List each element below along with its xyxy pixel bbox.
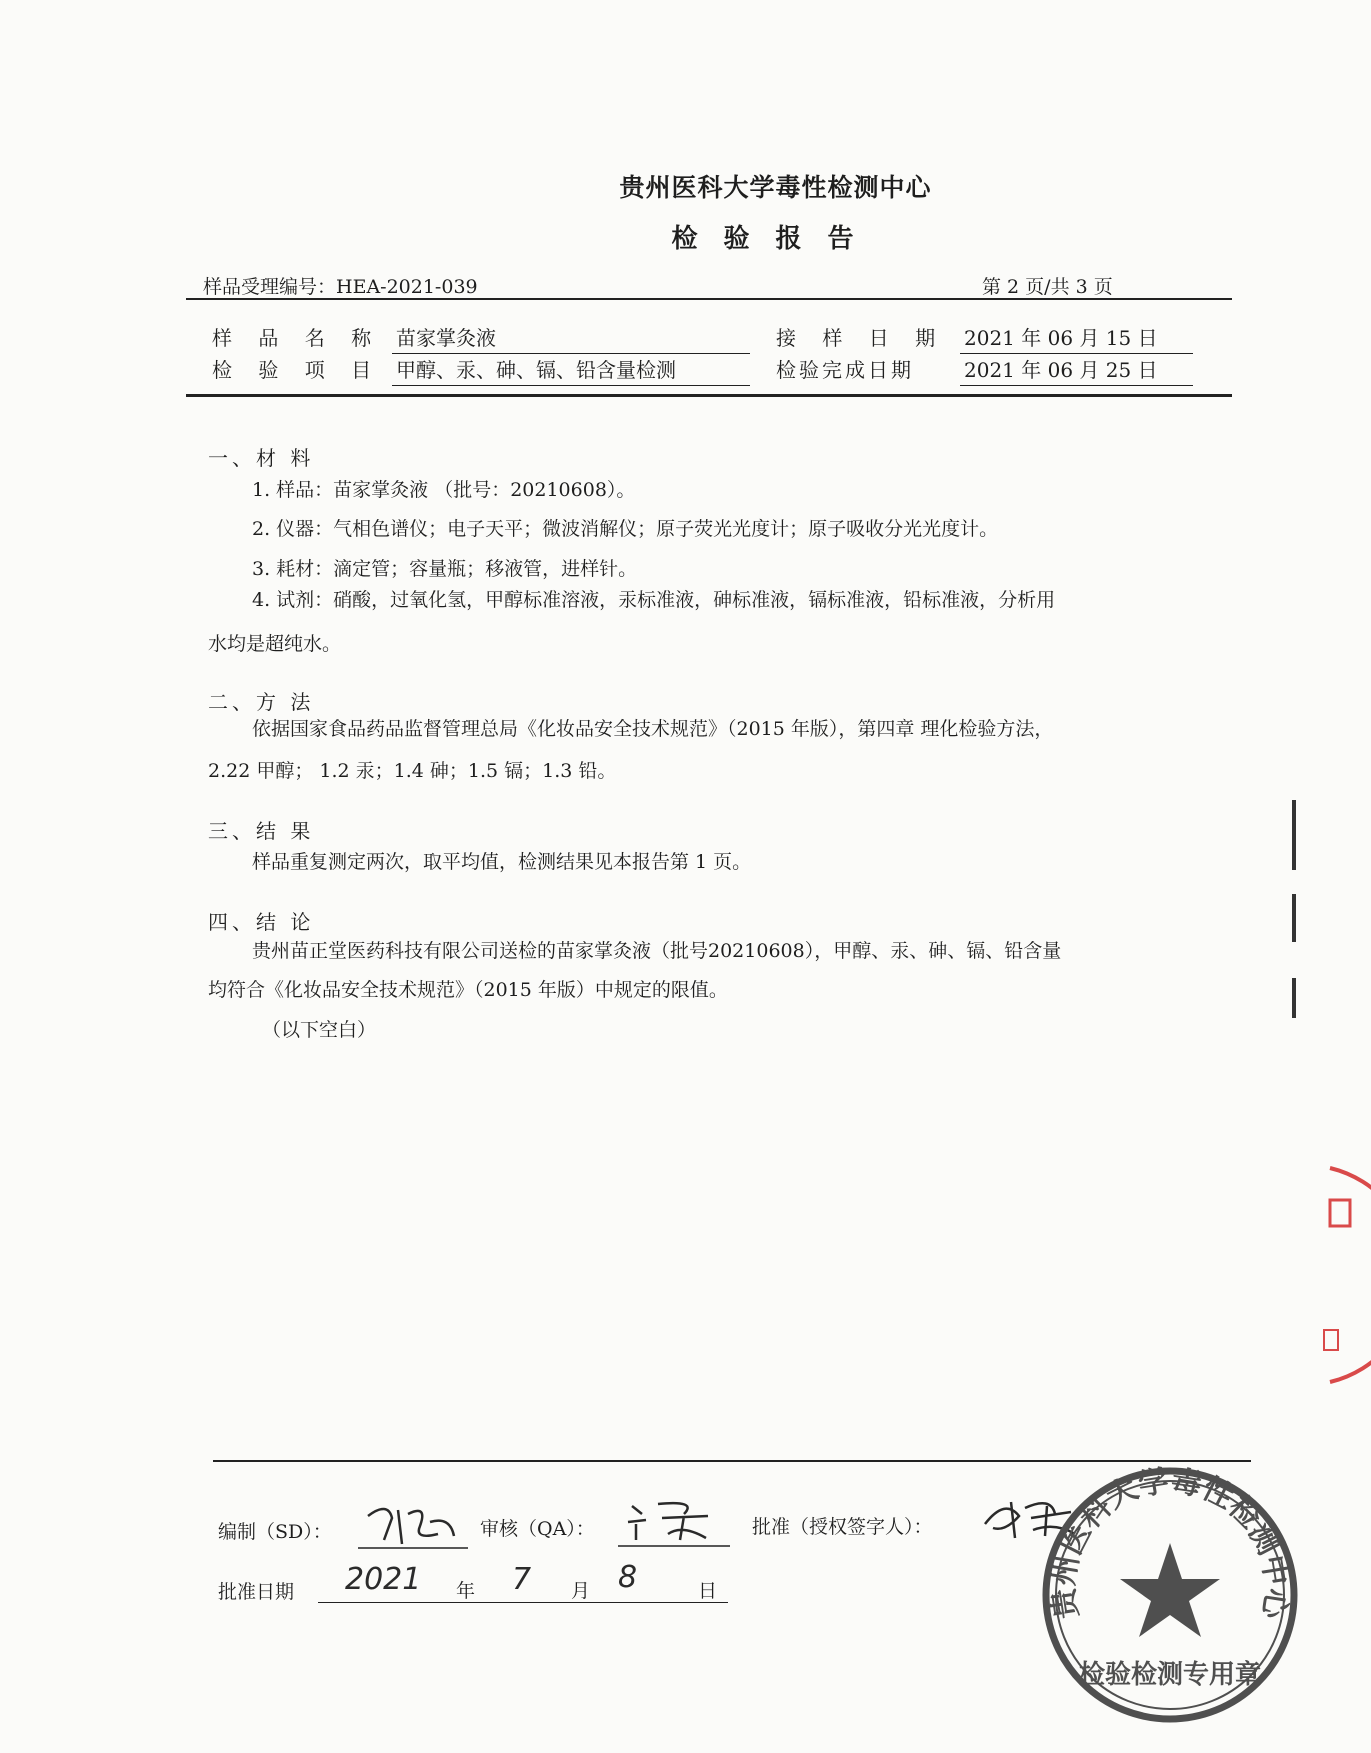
- red-edge-stamp: [1300, 1160, 1371, 1390]
- section-conclusion-title: 四、结 论: [208, 910, 315, 934]
- test-item-value: 甲醇、汞、砷、镉、铅含量检测: [392, 354, 750, 386]
- document-title: 贵州医科大学毒性检测中心: [619, 173, 932, 202]
- method-basis: 依据国家食品药品监督管理总局《化妆品安全技术规范》（2015 年版），第四章 理化检验方法，: [252, 718, 1054, 740]
- approved-label: 批准（授权签字人）：: [752, 1516, 933, 1538]
- sample-name-label: 样 品 名 称: [212, 326, 382, 350]
- materials-reagents-cont: 水均是超纯水。: [208, 633, 342, 655]
- complete-date-value: 2021 年 06 月 25 日: [960, 354, 1193, 386]
- year-char: 年: [456, 1580, 476, 1602]
- day-char: 日: [698, 1580, 718, 1602]
- reviewed-label: 审核（QA）：: [480, 1518, 595, 1540]
- section-materials-title: 一、材 料: [208, 446, 315, 470]
- reviewer-signature: [618, 1494, 730, 1550]
- sample-name-value: 苗家掌灸液: [392, 322, 750, 354]
- conclusion-text-cont: 均符合《化妆品安全技术规范》（2015 年版）中规定的限值。: [208, 979, 728, 1001]
- page-info: 第 2 页/共 3 页: [982, 276, 1113, 298]
- compiled-label: 编制（SD）：: [218, 1521, 332, 1543]
- compiler-signature: [358, 1496, 468, 1552]
- document-subtitle: 检验报告: [671, 224, 880, 254]
- receive-date-value: 2021 年 06 月 15 日: [960, 322, 1193, 354]
- seal-text: 贵州医科大学毒性检测中心: [1046, 1463, 1294, 1621]
- method-basis-cont: 2.22 甲醇； 1.2 汞；1.4 砷；1.5 镉；1.3 铅。: [208, 760, 617, 782]
- materials-sample: 1. 样品：苗家掌灸液 （批号：20210608）。: [252, 479, 636, 501]
- complete-date-label: 检验完成日期: [776, 358, 914, 382]
- materials-reagents: 4. 试剂：硝酸，过氧化氢，甲醇标准溶液，汞标准液，砷标准液，镉标准液，铅标准液，分析用: [252, 589, 1056, 611]
- info-rule: [186, 394, 1232, 397]
- blank-note: （以下空白）: [262, 1019, 377, 1041]
- conclusion-text: 贵州苗正堂医药科技有限公司送检的苗家掌灸液（批号20210608），甲醇、汞、砷、镉、铅含量: [252, 940, 1062, 962]
- section-method-title: 二、方 法: [208, 690, 315, 714]
- result-text: 样品重复测定两次，取平均值，检测结果见本报告第 1 页。: [252, 851, 752, 873]
- section-result-title: 三、结 果: [208, 819, 315, 843]
- approval-date-day: 8: [618, 1560, 638, 1595]
- approval-date-year: 2021: [345, 1562, 422, 1597]
- test-item-label: 检 验 项 目: [212, 358, 382, 382]
- approval-date-month: 7: [512, 1562, 532, 1597]
- month-char: 月: [571, 1580, 591, 1602]
- materials-consumables: 3. 耗材：滴定管；容量瓶；移液管，进样针。: [252, 558, 638, 580]
- seal-bottom-text: 检验检测专用章: [1078, 1660, 1262, 1690]
- official-seal: [1030, 1455, 1310, 1735]
- materials-instruments: 2. 仪器：气相色谱仪；电子天平；微波消解仪；原子荧光光度计；原子吸收分光光度计。: [252, 518, 999, 540]
- receive-date-label: 接 样 日 期: [776, 326, 946, 350]
- approval-date-label: 批准日期: [218, 1581, 295, 1603]
- edge-seam-stamp: [1292, 800, 1326, 1035]
- header-rule: [186, 298, 1232, 300]
- sample-number: 样品受理编号：HEA-2021-039: [203, 276, 478, 298]
